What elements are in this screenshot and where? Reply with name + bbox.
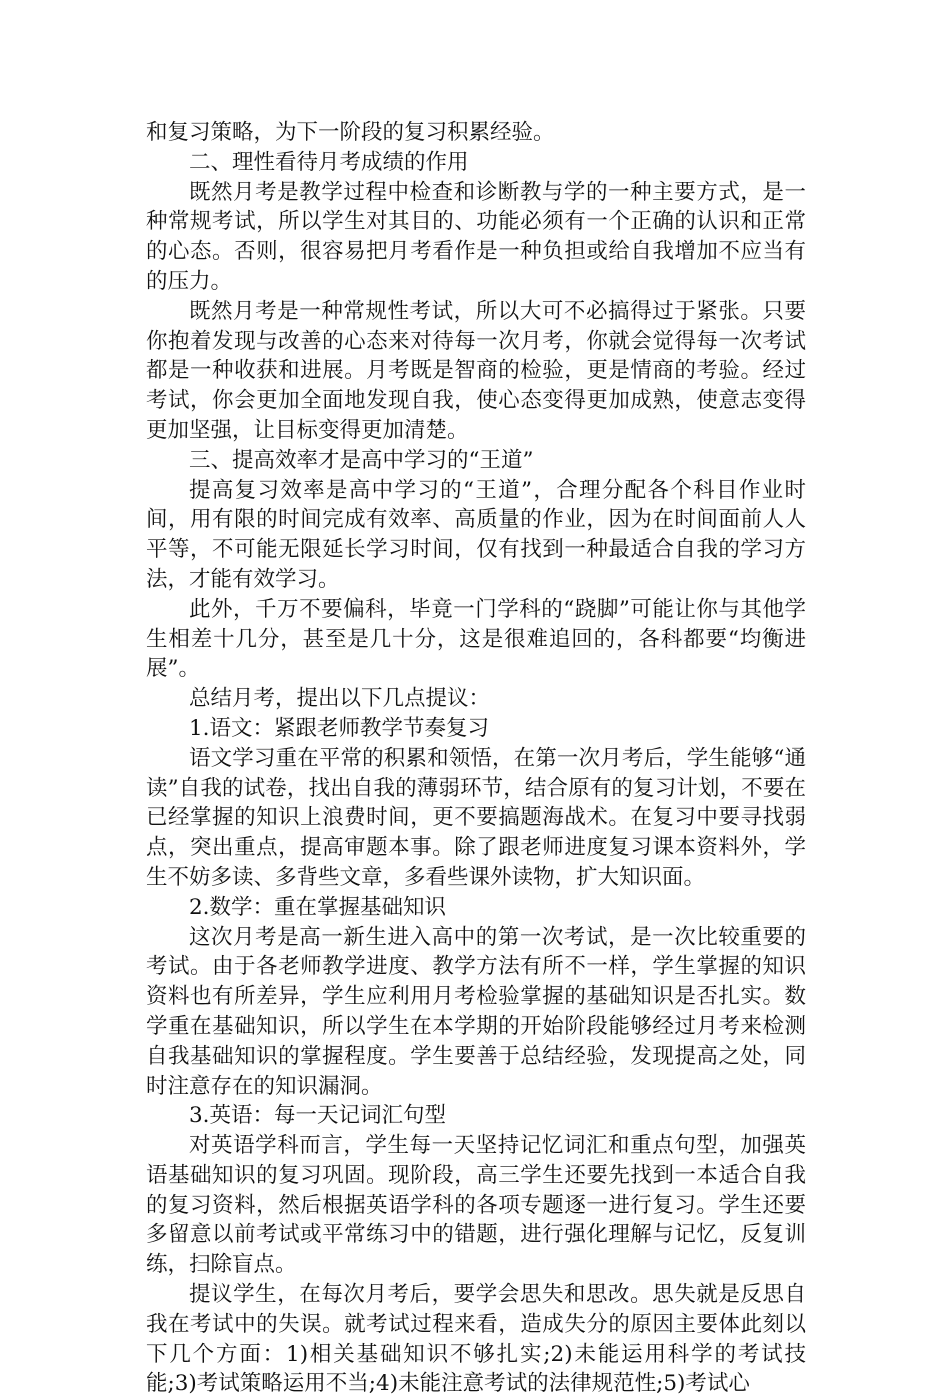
document-page [146, 118, 806, 1399]
summary-heading: 总结月考，提出以下几点提议： [189, 686, 491, 712]
section-heading-3: 三、提高效率才是高中学习的“王道” [189, 447, 534, 473]
paragraph: 既然月考是教学过程中检查和诊断教与学的一种主要方式，是一种常规考试，所以学生对其目的、功能必须有一个正确的认识和正常的心态。否则，很容易把月考看作是一种负担或给自我增加不应当有的压力。 [146, 179, 806, 294]
paragraph: 提议学生，在每次月考后，要学会思失和思改。思失就是反思自我在考试中的失误。就考试过程来看，造成失分的原因主要体此刻以下几个方面：1)相关基础知识不够扎实;2)未能运用科学的考试技能;3)考试策略运用不当;4)未能注意考试的法律规范性;5)考试心 [146, 1282, 806, 1397]
paragraph-continuation: 和复习策略，为下一阶段的复习积累经验。 [146, 120, 555, 145]
subheading-chinese: 1.语文：紧跟老师教学节奏复习 [189, 715, 490, 741]
paragraph: 对英语学科而言，学生每一天坚持记忆词汇和重点句型，加强英语基础知识的复习巩固。现阶段，高三学生还要先找到一本适合自我的复习资料，然后根据英语学科的各项专题逐一进行复习。学生还要多留意以前考试或平常练习中的错题，进行强化理解与记忆，反复训练，扫除盲点。 [146, 1133, 806, 1278]
subheading-english: 3.英语：每一天记词汇句型 [189, 1103, 447, 1129]
paragraph: 这次月考是高一新生进入高中的第一次考试，是一次比较重要的考试。由于各老师教学进度、教学方法有所不一样，学生掌握的知识资料也有所差异，学生应利用月考检验掌握的基础知识是否扎实。数学重在基础知识，所以学生在本学期的开始阶段能够经过月考来检测自我基础知识的掌握程度。学生要善于总结经验，发现提高之处，同时注意存在的知识漏洞。 [146, 924, 806, 1099]
paragraph: 提高复习效率是高中学习的“王道”，合理分配各个科目作业时间，用有限的时间完成有效率、高质量的作业，因为在时间面前人人平等，不可能无限延长学习时间，仅有找到一种最适合自我的学习方法，才能有效学习。 [146, 477, 806, 592]
section-heading-2: 二、理性看待月考成绩的作用 [189, 149, 469, 175]
paragraph: 语文学习重在平常的积累和领悟，在第一次月考后，学生能够“通读”自我的试卷，找出自我的薄弱环节，结合原有的复习计划，不要在已经掌握的知识上浪费时间，更不要搞题海战术。在复习中要寻找弱点，突出重点，提高审题本事。除了跟老师进度复习课本资料外，学生不妨多读、多背些文章，多看些课外读物，扩大知识面。 [146, 745, 806, 890]
paragraph: 此外，千万不要偏科，毕竟一门学科的“跷脚”可能让你与其他学生相差十几分，甚至是几十分，这是很难追回的，各科都要“均衡进展”。 [146, 596, 806, 682]
paragraph: 既然月考是一种常规性考试，所以大可不必搞得过于紧张。只要你抱着发现与改善的心态来对待每一次月考，你就会觉得每一次考试都是一种收获和进展。月考既是智商的检验，更是情商的考验。经过考试，你会更加全面地发现自我，使心态变得更加成熟，使意志变得更加坚强，让目标变得更加清楚。 [146, 298, 806, 443]
subheading-math: 2.数学：重在掌握基础知识 [189, 894, 447, 920]
